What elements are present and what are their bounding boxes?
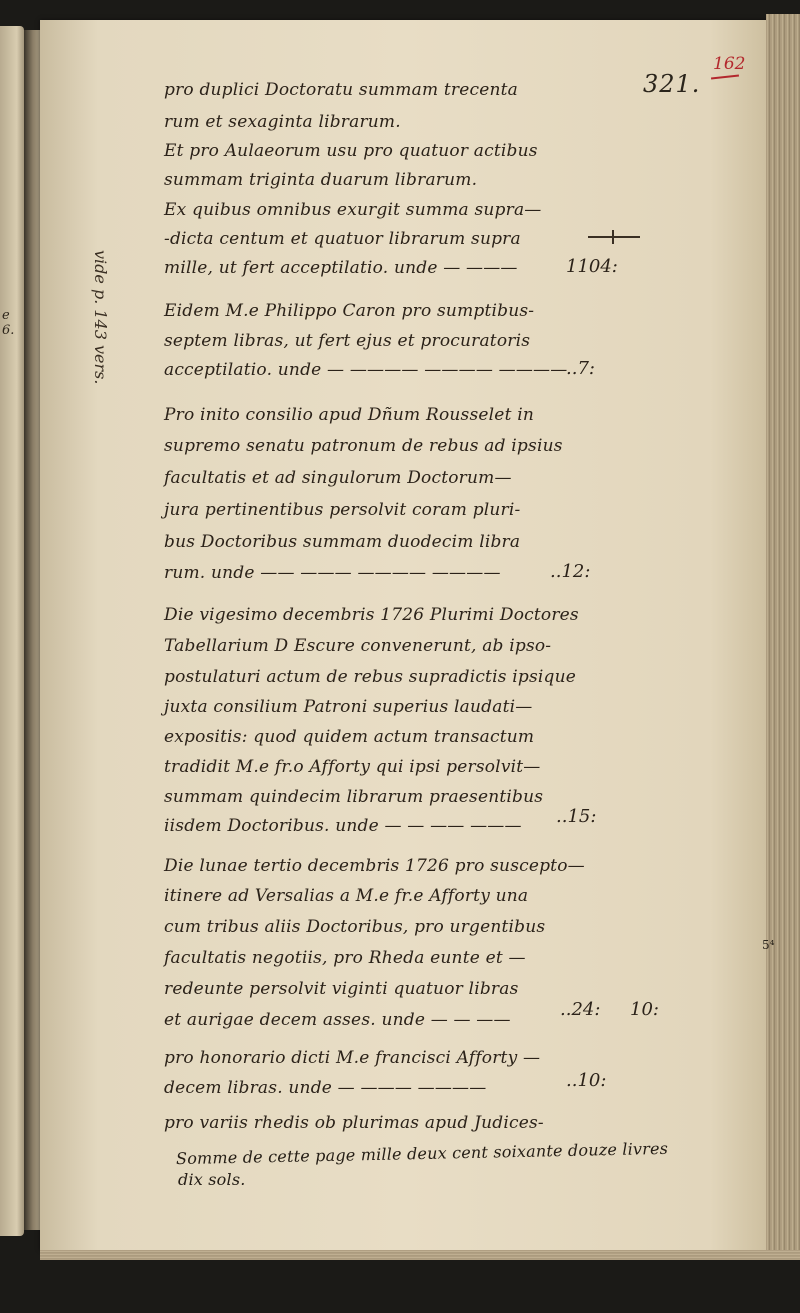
text-line: facultatis negotiis, pro Rheda eunte et — [164,948,526,968]
folio-number: 321. [643,70,701,98]
text-line: acceptilatio. unde — ———— ———— ———— [164,360,568,380]
text-line: bus Doctoribus summam duodecim libra [164,532,521,552]
total-note-line: Somme de cette page mille deux cent soixante douze livres [175,1138,669,1169]
text-line: facultatis et ad singulorum Doctorum— [164,468,512,488]
text-line: pro duplici Doctoratu summam trecenta [164,80,518,100]
side-mark: 5⁴ [762,938,775,952]
amount-value: ..15: [556,806,597,827]
text-line: tradidit M.e fr.o Afforty qui ipsi persolvit— [164,757,541,777]
amount-value: ..24: [560,999,601,1020]
text-line: postulaturi actum de rebus supradictis ipsique [164,667,577,687]
text-line: Tabellarium D Escure convenerunt, ab ipso- [164,636,552,656]
text-line: supremo senatu patronum de rebus ad ipsius [164,436,563,456]
text-line: Ex quibus omnibus exurgit summa supra— [164,200,542,220]
text-line: mille, ut fert acceptilatio. unde — ——— [164,258,518,278]
text-line: rum. unde —— ——— ———— ———— [164,563,501,583]
text-line: pro honorario dicti M.e francisci Afforty — [164,1048,541,1068]
text-line: summam triginta duarum librarum. [164,170,478,190]
folio-red-number: 162 [713,54,746,74]
text-line: Et pro Aulaeorum usu pro quatuor actibus [164,141,538,161]
amount-value: ..10: [566,1070,607,1091]
text-line: septem libras, ut fert ejus et procuratoris [164,331,531,351]
text-line: expositis: quod quidem actum transactum [164,727,535,747]
margin-note: vide p. 143 vers. [91,250,110,385]
left-page-mark: e 6. [2,308,15,338]
text-line: itinere ad Versalias a M.e fr.e Afforty una [164,886,529,906]
total-note-line: dix sols. [178,1170,246,1189]
text-line: summam quindecim librarum praesentibus [164,787,544,807]
text-line: jura pertinentibus persolvit coram pluri- [164,500,521,520]
amount-value: 1104: [566,256,618,277]
text-line: redeunte persolvit viginti quatuor libras [164,979,519,999]
page-edges-bottom [40,1250,800,1260]
text-line: -dicta centum et quatuor librarum supra [164,229,521,249]
text-line: Eidem M.e Philippo Caron pro sumptibus- [164,301,535,321]
left-page-edge [0,26,24,1236]
text-line: cum tribus aliis Doctoribus, pro urgentibus [164,917,546,937]
amount-value: ..12: [550,561,591,582]
text-line: Die vigesimo decembris 1726 Plurimi Doctores [164,605,579,625]
text-line: iisdem Doctoribus. unde — — —— ——— [164,816,522,836]
text-line: juxta consilium Patroni superius laudati— [164,697,533,717]
text-line: pro variis rhedis ob plurimas apud Judices- [164,1113,544,1133]
text-line: rum et sexaginta librarum. [164,112,401,132]
page-edges [766,14,800,1258]
cross-mark [588,236,640,238]
text-line: Pro inito consilio apud Dñum Rousselet in [164,405,534,425]
text-line: et aurigae decem asses. unde — — —— [164,1010,511,1030]
text-line: Die lunae tertio decembris 1726 pro suscepto— [164,856,585,876]
amount-value: ..7: [566,358,595,379]
text-line: decem libras. unde — ——— ———— [164,1078,487,1098]
amount-value: 10: [630,999,659,1020]
